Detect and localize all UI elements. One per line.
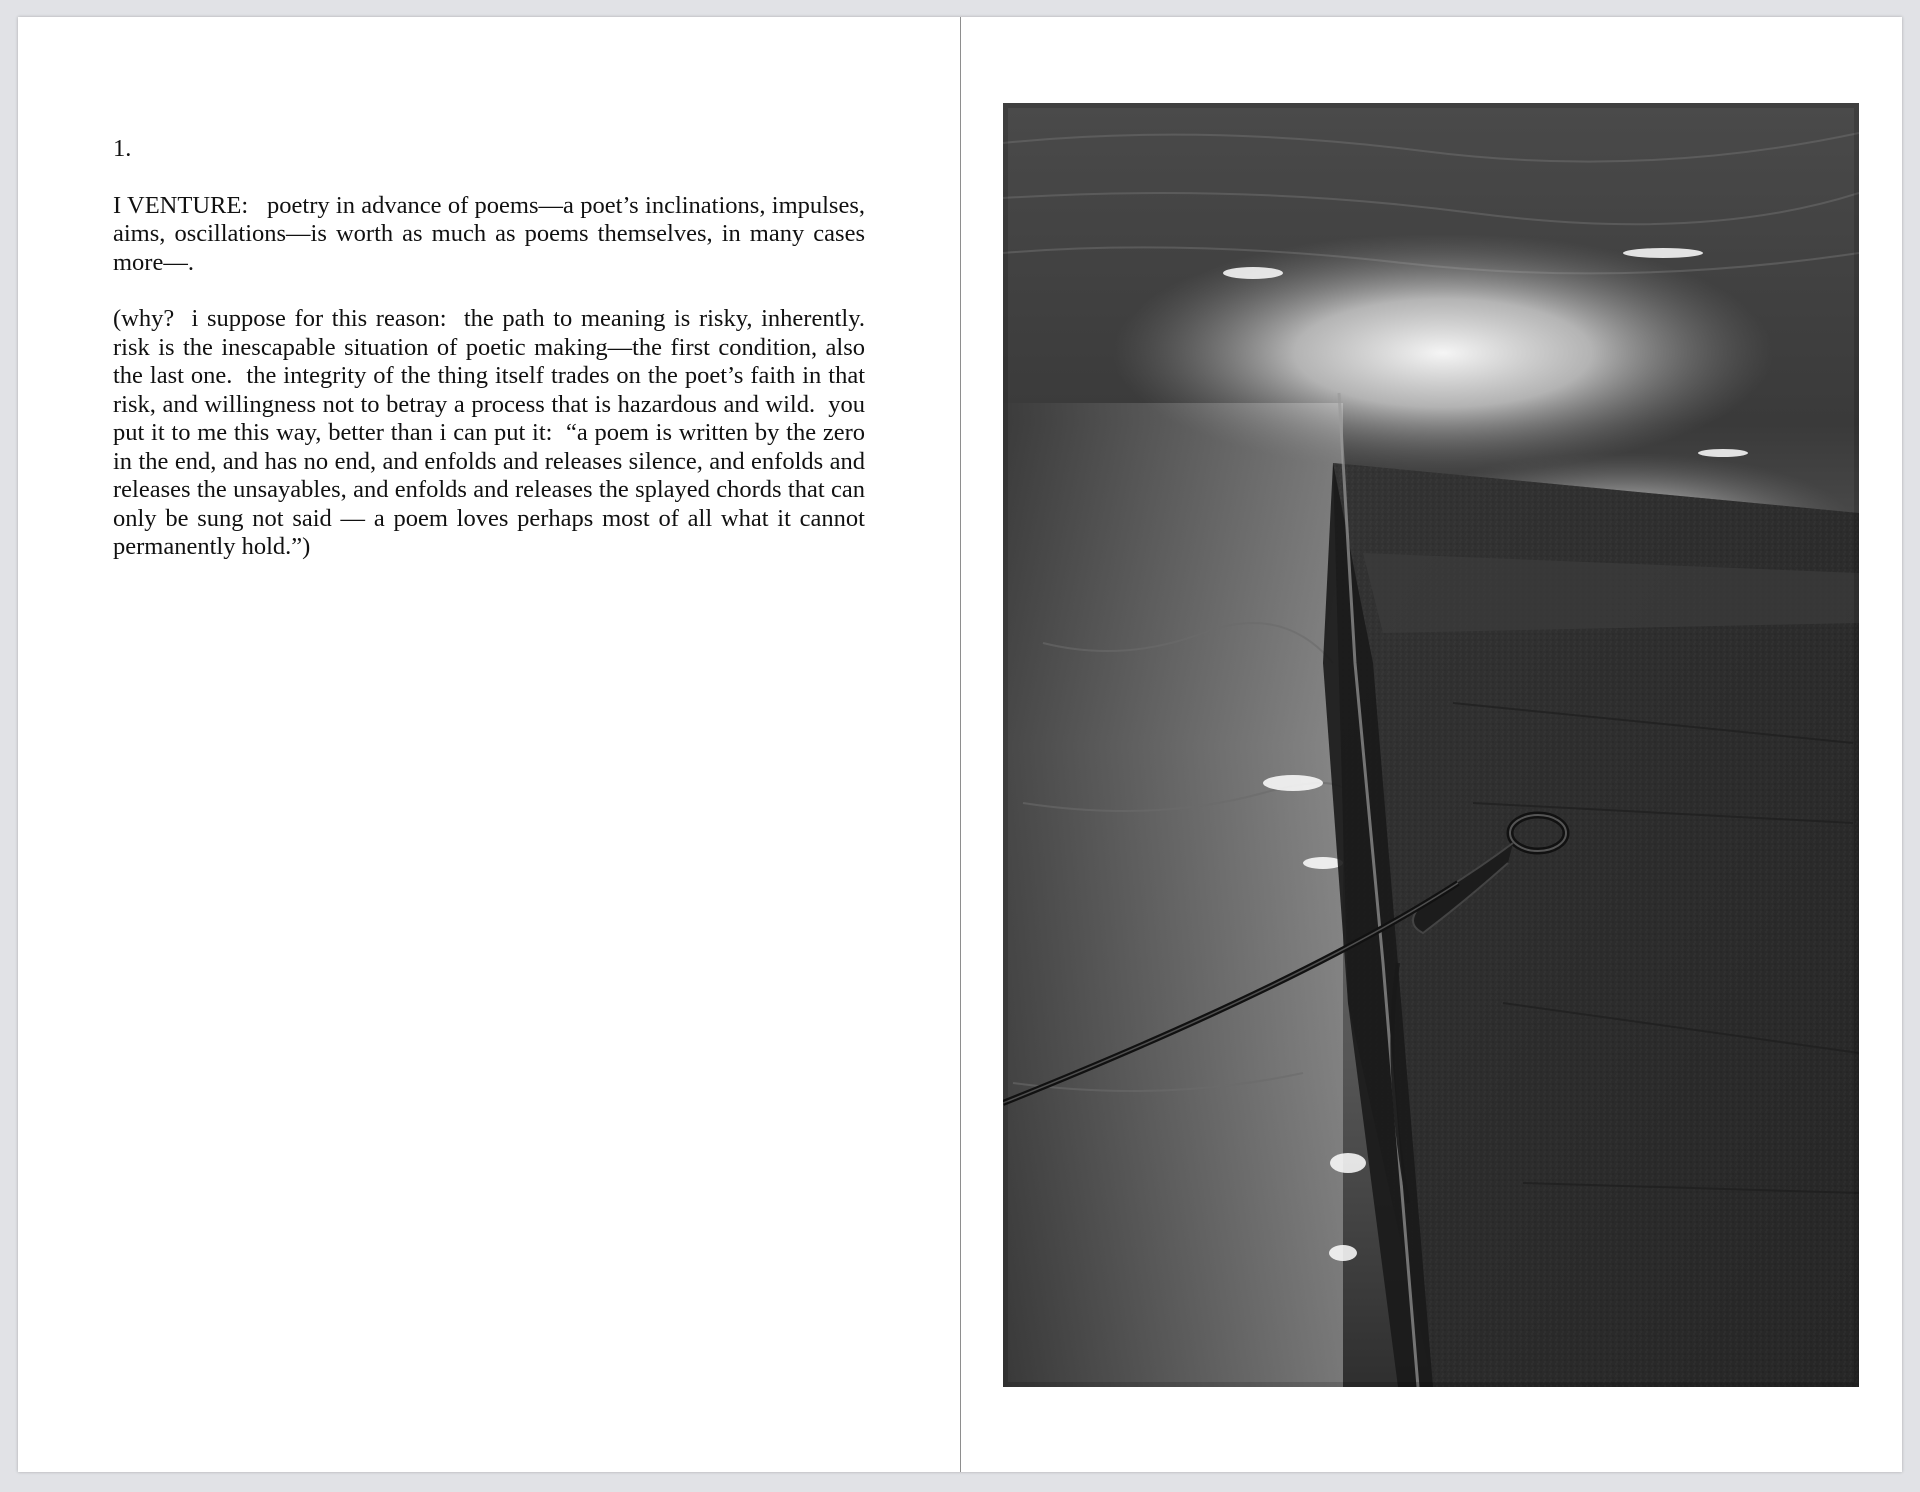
section-number: 1. [113, 135, 132, 162]
right-page [961, 17, 1902, 1472]
paragraph-venture: I VENTURE: poetry in advance of poems—a poet’s inclinations, impulses, aims, oscillations—is worth as much as poems themselves, in many cases more—. [113, 191, 872, 276]
left-page [18, 17, 960, 1472]
book-spread [18, 17, 1902, 1472]
quay-photograph [1003, 103, 1859, 1387]
text-block [113, 135, 878, 590]
paragraph-why: (why? i suppose for this reason: the path to meaning is risky, inherently. risk is the inescapable situation of poetic making—the first condition, also the last one. the integrity of the thing itself trades on the poet’s faith in that risk, and willingness not to betray a process that is hazardous and wild. you put it to me this way, better than i can put it: “a poem is written by the zero in the end, and has no end, and enfolds and releases silence, and enfolds and releases the unsayables, and enfolds and releases the splayed chords that can only be sung not said — a poem loves perhaps most of all what it cannot permanently hold.”) [113, 305, 878, 560]
